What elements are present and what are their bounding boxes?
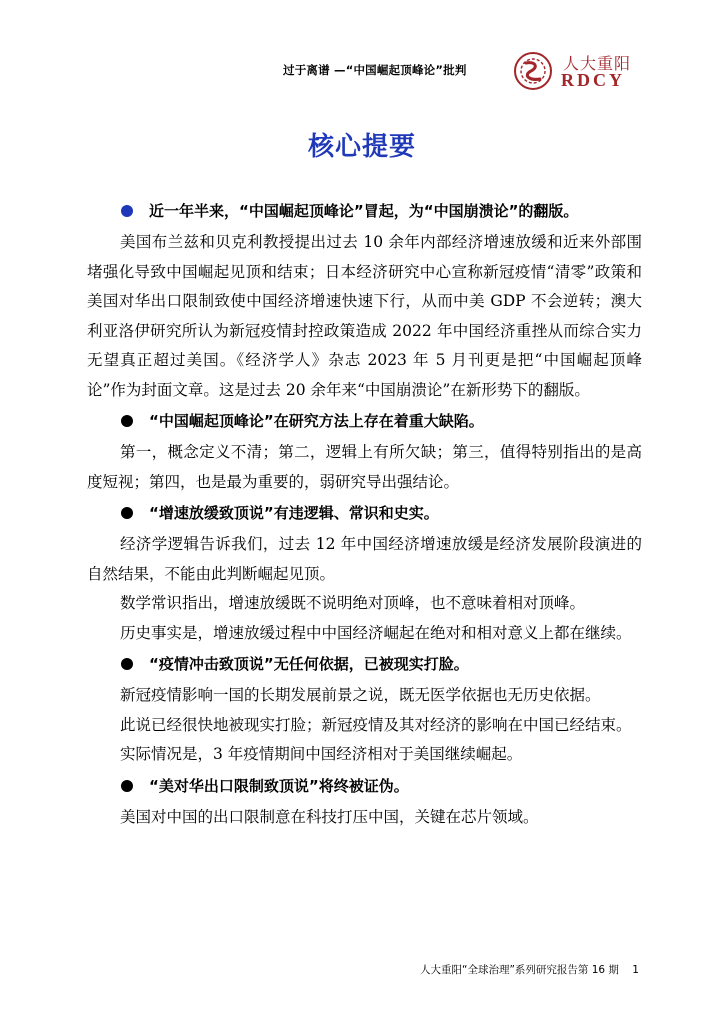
bullet-point: “中国崛起顶峰论”在研究方法上存在着重大缺陷。 xyxy=(87,405,642,438)
footer-series-text: 人大重阳“全球治理”系列研究报告第 16 期 xyxy=(420,964,619,976)
bullet-point: “美对华出口限制致顶说”将终被证伪。 xyxy=(87,770,642,803)
summary-body xyxy=(87,195,642,832)
paragraph: 美国布兰兹和贝克利教授提出过去 10 余年内部经济增速放缓和近来外部围堵强化导致中国崛起见顶和结束；日本经济研究中心宣称新冠疫情“清零”政策和美国对华出口限制致使中国经济增速快速下行，从而中美 GDP 不会逆转；澳大利亚洛伊研究所认为新冠疫情封控政策造成 2022 年中国经济重挫从而综合实力无望真正超过美国。《经济学人》杂志 2023 年 5 月刊更是把“中国崛起顶峰论”作为封面文章。这是过去 20 余年来“中国崩溃论”在新形势下的翻版。 xyxy=(87,233,642,399)
paragraph: 新冠疫情影响一国的长期发展前景之说，既无医学依据也无历史依据。 xyxy=(120,686,601,704)
rdcy-emblem-icon xyxy=(513,49,557,93)
bullet-dot-icon xyxy=(121,780,133,792)
bullet-dot-icon xyxy=(121,658,133,670)
paragraph: 数学常识指出，增速放缓既不说明绝对顶峰，也不意味着相对顶峰。 xyxy=(120,594,586,612)
running-header-title: 过于离谱 —“中国崛起顶峰论”批判 xyxy=(283,63,467,77)
paragraph: 此说已经很快地被现实打脸；新冠疫情及其对经济的影响在中国已经结束。 xyxy=(120,715,632,734)
paragraph: 经济学逻辑告诉我们，过去 12 年中国经济增速放缓是经济发展阶段演进的自然结果，不能由此判断崛起见顶。 xyxy=(87,535,642,583)
bullet-dot-icon xyxy=(121,415,133,427)
page-footer xyxy=(420,962,639,977)
bullet-dot-icon xyxy=(121,507,133,519)
page-title: 核心提要 xyxy=(307,132,416,162)
paragraph: 实际情况是，3 年疫情期间中国经济相对于美国继续崛起。 xyxy=(120,745,523,763)
bullet-point: “疫情冲击致顶说”无任何依据，已被现实打脸。 xyxy=(87,648,642,681)
bullet-point: “增速放缓致顶说”有违逻辑、常识和史实。 xyxy=(87,497,642,530)
logo-chinese-text: 人大重阳 xyxy=(563,54,632,73)
bullet-dot-icon xyxy=(121,205,133,217)
page-number: 1 xyxy=(632,964,639,976)
paragraph: 美国对中国的出口限制意在科技打压中国，关键在芯片领域。 xyxy=(120,807,539,826)
bullet-point: 近一年半来，“中国崛起顶峰论”冒起，为“中国崩溃论”的翻版。 xyxy=(87,195,642,228)
logo-english-text: RDCY xyxy=(561,70,625,90)
paragraph: 历史事实是，增速放缓过程中中国经济崛起在绝对和相对意义上都在继续。 xyxy=(120,623,632,642)
rdcy-logo xyxy=(513,49,643,93)
paragraph: 第一，概念定义不清；第二，逻辑上有所欠缺；第三，值得特别指出的是高度短视；第四，也是最为重要的，弱研究导出强结论。 xyxy=(87,443,642,491)
